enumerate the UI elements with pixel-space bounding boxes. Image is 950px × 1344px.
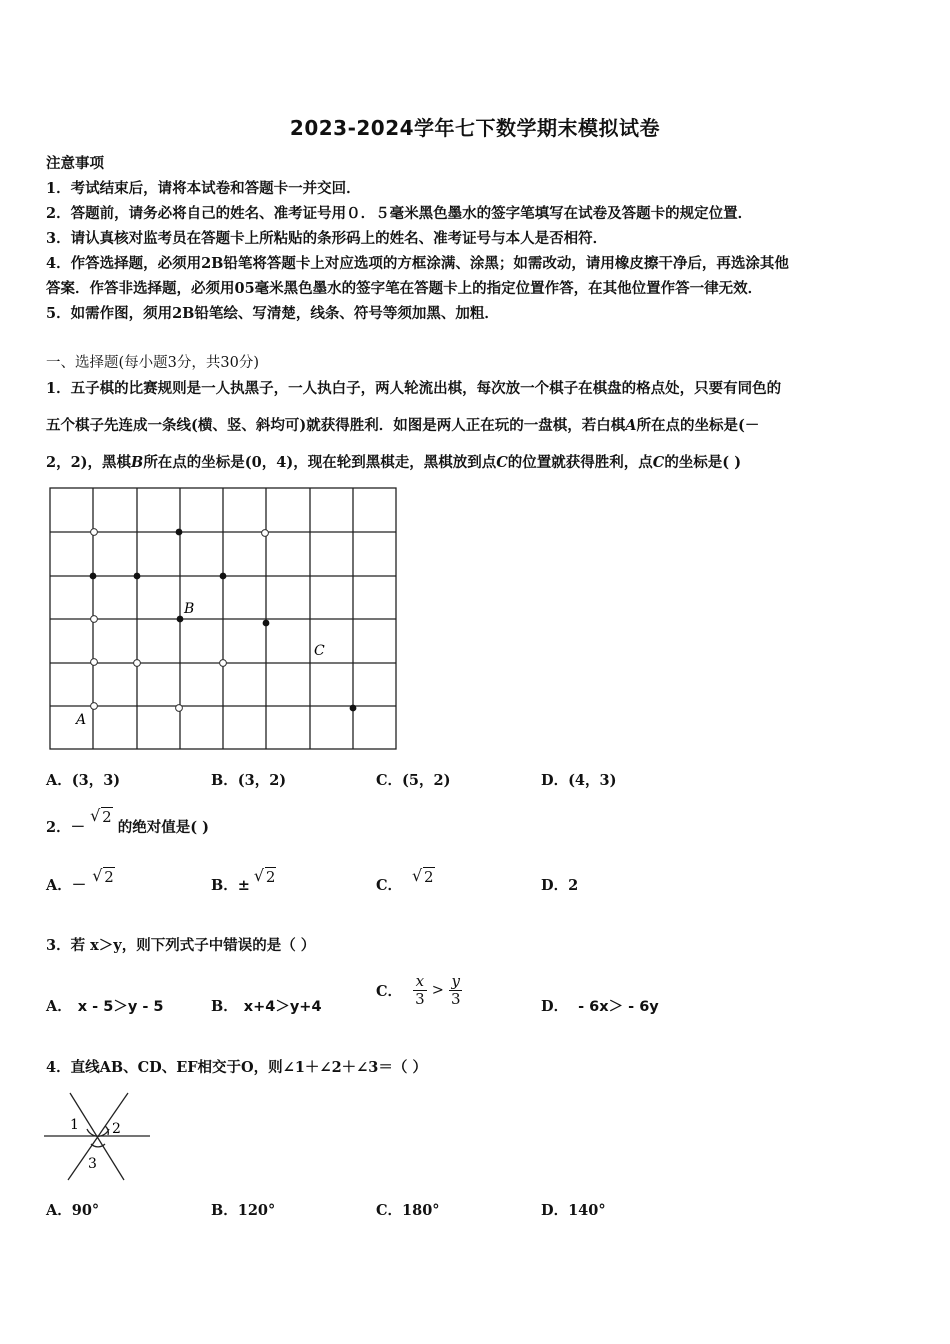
q1-line2b: 所在点的坐标是(－ (636, 417, 760, 434)
q2-option-b-radicand: 2 (265, 868, 276, 886)
note-item-5: 5．如需作图，须用2B铅笔绘、写清楚，线条、符号等须加黑、加粗． (46, 305, 499, 322)
white-stone (134, 660, 141, 667)
board-label-a: A (76, 712, 87, 728)
angle-label-3: 3 (88, 1156, 97, 1172)
white-stone (262, 530, 269, 537)
q3-gt-sign: > (431, 982, 444, 999)
q2-radicand: 2 (102, 808, 112, 826)
black-stone-b (177, 616, 184, 623)
q3-option-d[interactable] (541, 995, 659, 1016)
q2-option-a-sqrt (92, 868, 115, 886)
q3-option-d-label: D． (541, 998, 569, 1015)
q2-option-b-label: B．± (211, 877, 250, 894)
white-stone (176, 705, 183, 712)
q3-option-b[interactable] (211, 995, 322, 1016)
section-heading: 一、选择题(每小题3分，共30分) (46, 355, 259, 371)
q3-option-b-label: B． (211, 998, 238, 1015)
q4-option-b[interactable]: B．120° (211, 1202, 276, 1219)
white-stone (91, 529, 98, 536)
black-stone (90, 573, 97, 580)
angle-label-2: 2 (112, 1121, 121, 1137)
sqrt-symbol: √ (412, 866, 423, 885)
note-item-3: 3．请认真核对监考员在答题卡上所粘贴的条形码上的姓名、准考证号与本人是否相符． (46, 230, 608, 247)
q3-frac-x-den: 3 (415, 990, 425, 1008)
q2-suffix: 的绝对值是( ) (117, 819, 210, 836)
black-stone (350, 705, 357, 712)
q2-option-c-label: C． (376, 877, 403, 894)
q1-line2a: 五个棋子先连成一条线(横、竖、斜均可)就获得胜利．如图是两人正在玩的一盘棋，若白棋 (46, 417, 626, 434)
q1-var-a: A (625, 417, 637, 434)
q3-option-c-label: C． (376, 983, 403, 1000)
sqrt-symbol: √ (92, 866, 103, 885)
q4-option-c[interactable]: C．180° (376, 1202, 440, 1219)
q3-frac-y-den: 3 (450, 990, 461, 1008)
sqrt-symbol: √ (90, 806, 101, 825)
q1-line1: 1．五子棋的比赛规则是一人执黑子，一人执白子，两人轮流出棋，每次放一个棋子在棋盘的格点处，只要有同色的 (46, 380, 782, 397)
white-stone (91, 616, 98, 623)
q4-stem: 4．直线AB、CD、EF相交于O，则∠1＋∠2＋∠3＝（ ） (46, 1059, 427, 1076)
q2-option-c-radicand: 2 (424, 868, 434, 886)
q2-option-c[interactable] (376, 866, 435, 895)
white-stone-a (91, 703, 98, 710)
black-stone (134, 573, 141, 580)
q4-option-d[interactable]: D．140° (541, 1202, 606, 1219)
note-item-1: 1．考试结束后，请将本试卷和答题卡一并交回． (46, 180, 361, 197)
q3-option-a[interactable] (46, 995, 163, 1016)
q1-line3 (46, 451, 741, 472)
q3-option-c[interactable] (376, 973, 462, 1008)
white-stone (220, 660, 227, 667)
note-item-4: 4．作答选择题，必须用2B铅笔将答题卡上对应选项的方框涂满、涂黑；如需改动，请用橡皮擦干净后，再选涂其他 (46, 255, 789, 272)
q1-line3a: 2，2)，黑棋 (46, 454, 132, 471)
note-item-2: 2．答题前，请务必将自己的姓名、准考证号用０．５毫米黑色墨水的签字笔填写在试卷及答题卡的规定位置． (46, 205, 753, 222)
q2-stem (46, 806, 210, 837)
q3-frac-y-num: y (449, 973, 463, 991)
sqrt-symbol: √ (253, 866, 265, 885)
gomoku-board (48, 486, 400, 752)
q1-option-b[interactable]: B．(3，2) (211, 772, 287, 789)
black-stone (220, 573, 227, 580)
q2-option-b-sqrt (254, 868, 277, 886)
intersecting-lines-figure (44, 1088, 154, 1184)
q1-option-a[interactable]: A．(3，3) (46, 772, 121, 789)
q1-option-d[interactable]: D．(4，3) (541, 772, 617, 789)
q1-var-b: B (131, 454, 144, 471)
q3-frac-x-num: x (413, 973, 427, 991)
q2-sqrt (90, 808, 113, 826)
q4-option-a[interactable]: A．90° (46, 1202, 100, 1219)
q2-prefix: 2．－ (46, 819, 86, 836)
q2-option-c-sqrt (412, 868, 435, 886)
q2-option-b[interactable] (211, 866, 276, 895)
q2-option-a-radicand: 2 (104, 868, 114, 886)
q3-option-d-expr: - 6x＞ - 6y (578, 999, 659, 1015)
page-title: 2023-2024学年七下数学期末模拟试卷 (289, 116, 661, 140)
q1-line3d: 的坐标是( ) (664, 454, 742, 471)
q1-var-c: C (496, 454, 508, 471)
q1-var-c2: C (652, 454, 665, 471)
q1-line3c: 的位置就获得胜利，点 (507, 454, 653, 471)
q3-option-b-expr: x+4＞y+4 (243, 999, 322, 1015)
q3-frac-x3 (413, 973, 427, 1008)
q3-option-a-expr: x - 5＞y - 5 (77, 999, 164, 1015)
q1-option-c[interactable]: C．(5，2) (376, 772, 451, 789)
white-stone (91, 659, 98, 666)
angle-label-1: 1 (70, 1117, 79, 1133)
q2-option-d[interactable]: D．2 (541, 877, 579, 894)
q2-option-a[interactable] (46, 866, 115, 895)
notes-heading: 注意事项 (46, 155, 104, 172)
q2-option-a-label: A．－ (46, 877, 87, 894)
q1-line3b: 所在点的坐标是(0，4)，现在轮到黑棋走，黑棋放到点 (143, 454, 497, 471)
q3-option-a-label: A． (46, 998, 72, 1015)
q3-frac-y3 (449, 973, 463, 1008)
board-label-b: B (184, 601, 195, 617)
board-label-c: C (314, 643, 325, 659)
note-item-4-cont: 答案．作答非选择题，必须用05毫米黑色墨水的签字笔在答题卡上的指定位置作答，在其他位置作答一律无效． (46, 280, 763, 297)
q1-line2 (46, 414, 759, 435)
black-stone (176, 529, 183, 536)
q3-stem: 3．若 x＞y，则下列式子中错误的是（ ） (46, 937, 316, 954)
black-stone (263, 620, 270, 627)
